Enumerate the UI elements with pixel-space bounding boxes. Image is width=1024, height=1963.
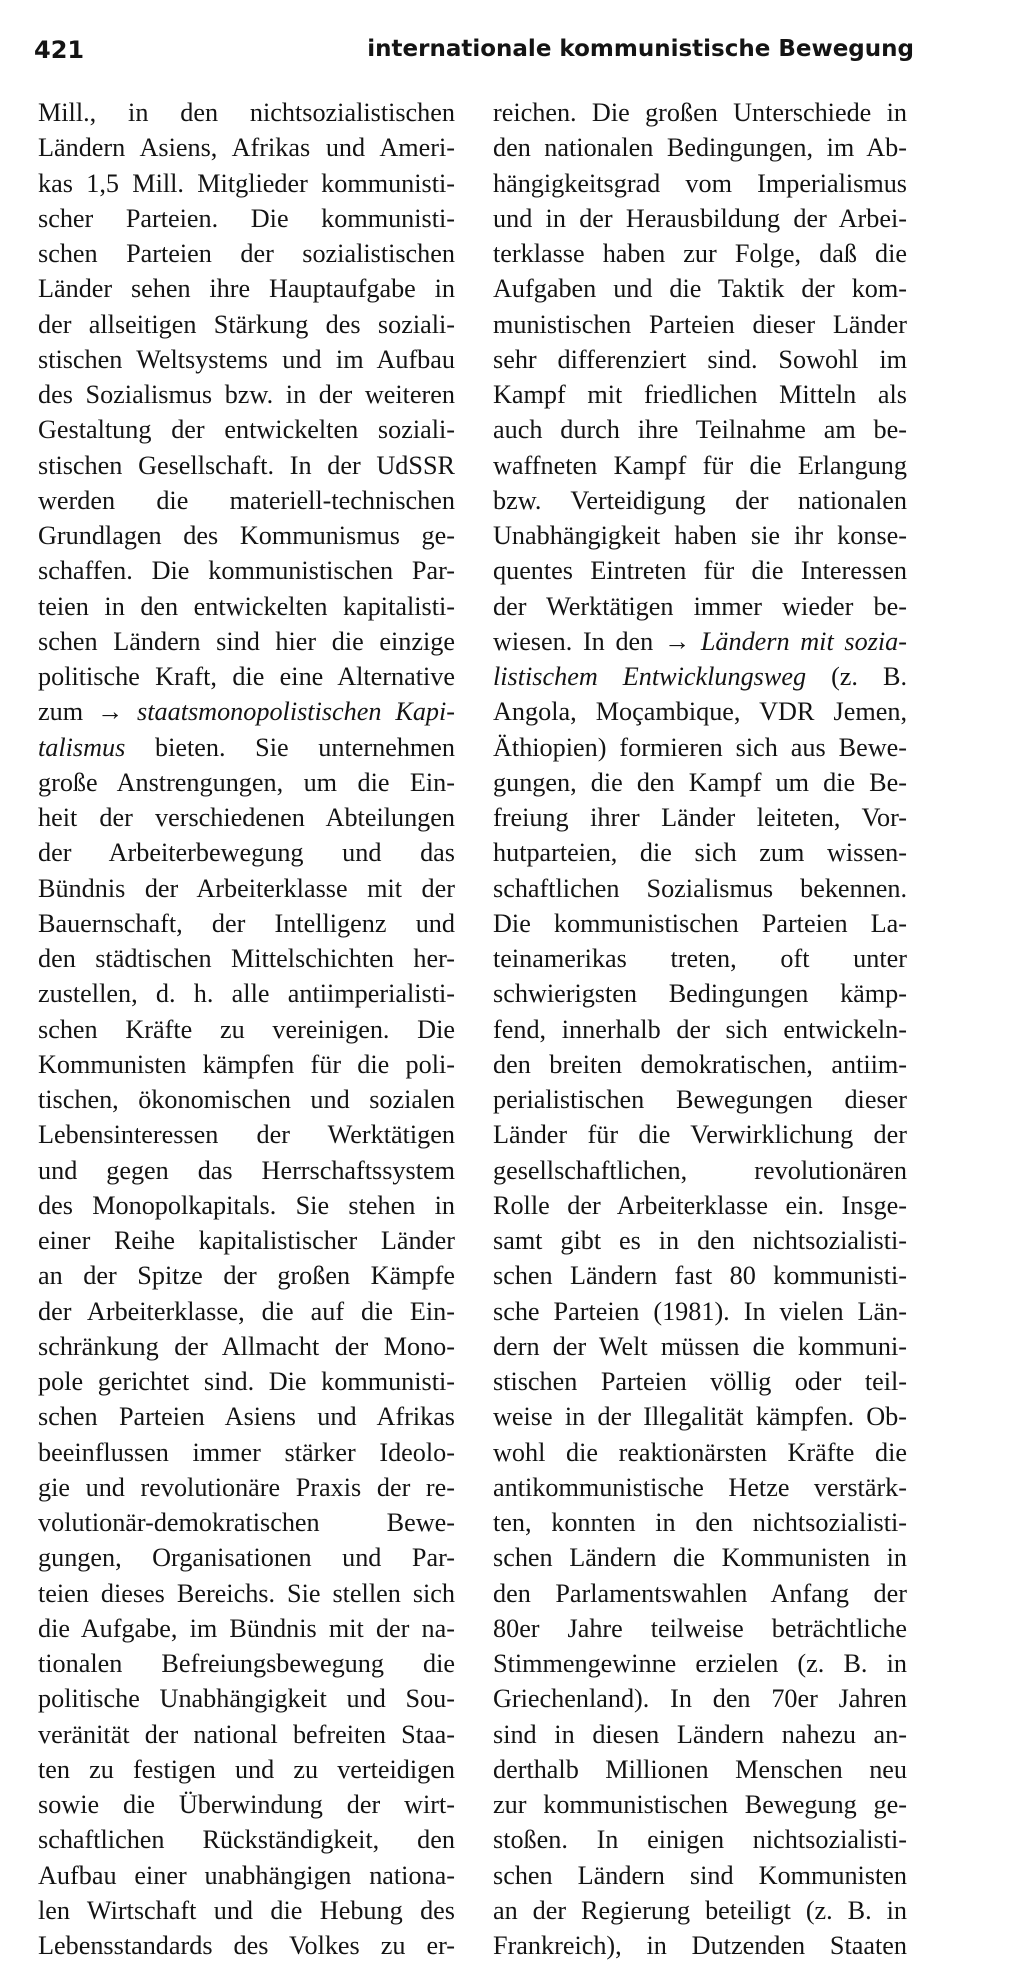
italic-term: Ländern mit sozia- bbox=[700, 626, 907, 656]
text-line bbox=[493, 271, 907, 306]
page-header bbox=[34, 36, 914, 76]
text-line bbox=[493, 765, 907, 800]
text-segment: samt gibt es in den nichtsozialisti- bbox=[493, 1226, 907, 1255]
italic-term: staatsmonopolistischen Kapi- bbox=[137, 697, 455, 727]
text-segment: zum → bbox=[38, 697, 138, 727]
text-line bbox=[493, 1470, 907, 1505]
text-line bbox=[493, 1258, 907, 1293]
text-segment: der Werktätigen immer wieder be- bbox=[493, 591, 907, 621]
text-line bbox=[38, 730, 455, 765]
text-segment: quentes Eintreten für die Interessen bbox=[493, 556, 907, 586]
text-line bbox=[493, 906, 907, 941]
text-line bbox=[38, 659, 455, 694]
text-line bbox=[493, 1082, 907, 1117]
text-line bbox=[38, 871, 455, 906]
text-line bbox=[38, 166, 455, 201]
text-line bbox=[38, 589, 455, 624]
text-line bbox=[38, 130, 455, 165]
text-segment: Angola, Moçambique, VDR Jemen, bbox=[493, 697, 907, 727]
text-line bbox=[493, 730, 907, 765]
italic-term: talismus bbox=[38, 732, 126, 762]
text-segment: (z. B. bbox=[806, 662, 907, 691]
text-line bbox=[38, 1611, 455, 1646]
text-segment: schaftlichen Rückständigkeit, den bbox=[38, 1825, 455, 1855]
text-line bbox=[38, 1646, 455, 1681]
text-line bbox=[38, 377, 455, 412]
text-line bbox=[493, 1787, 907, 1822]
text-segment: den Parlamentswahlen Anfang der bbox=[493, 1578, 907, 1608]
text-line bbox=[493, 518, 907, 553]
text-line bbox=[493, 1188, 907, 1223]
text-line bbox=[38, 1153, 455, 1188]
text-segment: Gestaltung der entwickelten soziali- bbox=[38, 415, 455, 445]
text-segment: schen Kräfte zu vereinigen. Die bbox=[38, 1014, 455, 1044]
text-segment: ten zu festigen und zu verteidigen bbox=[38, 1754, 455, 1784]
text-line bbox=[38, 1928, 455, 1963]
text-line bbox=[38, 976, 455, 1011]
text-line bbox=[38, 95, 455, 130]
text-line bbox=[493, 342, 907, 377]
text-segment: stischen Gesellschaft. In der UdSSR bbox=[38, 450, 455, 480]
text-segment: schaftlichen Sozialismus bekennen. bbox=[493, 873, 907, 903]
text-segment: bzw. Verteidigung der nationalen bbox=[493, 485, 907, 515]
text-segment: Ländern Asiens, Afrikas und Ameri- bbox=[38, 133, 455, 163]
text-line bbox=[38, 1822, 455, 1857]
text-line bbox=[493, 1399, 907, 1434]
text-line bbox=[493, 694, 907, 729]
text-segment: dern der Welt müssen die kommuni- bbox=[493, 1331, 907, 1361]
text-line bbox=[38, 201, 455, 236]
text-line bbox=[493, 624, 907, 659]
text-segment: Lebensinteressen der Werktätigen bbox=[38, 1120, 455, 1150]
text-segment: munistischen Parteien dieser Länder bbox=[493, 309, 907, 339]
text-segment: Länder für die Verwirklichung der bbox=[493, 1120, 907, 1150]
text-line bbox=[493, 1435, 907, 1470]
text-line bbox=[493, 307, 907, 342]
text-segment: wiesen. In den → bbox=[493, 626, 701, 656]
text-segment: stoßen. In einigen nichtsozialisti- bbox=[493, 1825, 907, 1855]
text-segment: hängigkeitsgrad vom Imperialismus bbox=[493, 168, 907, 198]
text-line bbox=[38, 483, 455, 518]
text-segment: hutparteien, die sich zum wissen- bbox=[493, 838, 907, 868]
text-segment: ten, konnten in den nichtsozialisti- bbox=[493, 1508, 907, 1537]
text-line bbox=[493, 1681, 907, 1716]
text-segment: Kommunisten kämpfen für die poli- bbox=[38, 1049, 455, 1079]
text-line bbox=[38, 518, 455, 553]
text-segment: schränkung der Allmacht der Mono- bbox=[38, 1331, 455, 1361]
text-segment: volutionär-demokratischen Bewe- bbox=[38, 1508, 455, 1537]
text-segment: der allseitigen Stärkung des soziali- bbox=[38, 309, 455, 339]
text-segment: pole gerichtet sind. Die kommunisti- bbox=[38, 1367, 455, 1396]
text-segment: Aufbau einer unabhängigen nationa- bbox=[38, 1860, 455, 1890]
text-line bbox=[38, 694, 455, 729]
text-segment: schaffen. Die kommunistischen Par- bbox=[38, 556, 455, 586]
text-line bbox=[493, 1505, 907, 1540]
text-line bbox=[493, 201, 907, 236]
text-line bbox=[38, 1540, 455, 1575]
text-line bbox=[38, 624, 455, 659]
text-segment: gungen, Organisationen und Par- bbox=[38, 1543, 455, 1573]
text-segment: teinamerikas treten, oft unter bbox=[493, 944, 907, 973]
text-segment: antikommunistische Hetze verstärk- bbox=[493, 1472, 907, 1502]
text-line bbox=[38, 1681, 455, 1716]
text-line bbox=[493, 1646, 907, 1681]
text-line bbox=[493, 1611, 907, 1646]
text-segment: freiung ihrer Länder leiteten, Vor- bbox=[493, 803, 907, 832]
text-line bbox=[38, 1258, 455, 1293]
text-line bbox=[493, 1364, 907, 1399]
text-line bbox=[38, 906, 455, 941]
text-segment: Mill., in den nichtsozialistischen bbox=[38, 98, 455, 127]
text-segment: Bündnis der Arbeiterklasse mit der bbox=[38, 873, 455, 903]
text-column-left bbox=[38, 95, 455, 1963]
text-line bbox=[493, 1576, 907, 1611]
text-segment: den breiten demokratischen, antiim- bbox=[493, 1049, 907, 1079]
text-line bbox=[493, 412, 907, 447]
text-segment: Äthiopien) formieren sich aus Bewe- bbox=[493, 732, 907, 762]
text-segment: fend, innerhalb der sich entwickeln- bbox=[493, 1014, 907, 1044]
text-line bbox=[493, 95, 907, 130]
text-line bbox=[493, 1329, 907, 1364]
text-line bbox=[493, 448, 907, 483]
text-segment: Länder sehen ihre Hauptaufgabe in bbox=[38, 274, 455, 304]
text-line bbox=[38, 1893, 455, 1928]
text-segment: einer Reihe kapitalistischer Länder bbox=[38, 1226, 455, 1255]
text-segment: Aufgaben und die Taktik der kom- bbox=[493, 274, 907, 304]
text-line bbox=[38, 412, 455, 447]
text-line bbox=[38, 1752, 455, 1787]
text-line bbox=[493, 377, 907, 412]
text-segment: gie und revolutionäre Praxis der re- bbox=[38, 1472, 455, 1502]
text-line bbox=[493, 1012, 907, 1047]
text-line bbox=[493, 483, 907, 518]
text-segment: perialistischen Bewegungen dieser bbox=[493, 1085, 907, 1114]
text-segment: schen Ländern sind hier die einzige bbox=[38, 626, 455, 656]
text-line bbox=[493, 1717, 907, 1752]
text-line bbox=[38, 307, 455, 342]
text-line bbox=[493, 1223, 907, 1258]
text-line bbox=[38, 835, 455, 870]
text-segment: den städtischen Mittelschichten her- bbox=[38, 944, 455, 973]
text-segment: beeinflussen immer stärker Ideolo- bbox=[38, 1437, 455, 1467]
text-segment: veränität der national befreiten Staa- bbox=[38, 1719, 455, 1749]
text-line bbox=[38, 765, 455, 800]
text-line bbox=[38, 1364, 455, 1399]
text-line bbox=[493, 1540, 907, 1575]
text-line bbox=[493, 871, 907, 906]
text-segment: der Arbeiterklasse, die auf die Ein- bbox=[38, 1296, 455, 1326]
text-line bbox=[493, 800, 907, 835]
text-segment: derthalb Millionen Menschen neu bbox=[493, 1754, 907, 1784]
text-segment: zur kommunistischen Bewegung ge- bbox=[493, 1790, 907, 1819]
text-line bbox=[38, 553, 455, 588]
text-line bbox=[38, 1787, 455, 1822]
text-segment: kas 1,5 Mill. Mitglieder kommunisti- bbox=[38, 168, 455, 198]
text-line bbox=[38, 800, 455, 835]
text-segment: sind in diesen Ländern nahezu an- bbox=[493, 1719, 907, 1749]
text-line bbox=[38, 448, 455, 483]
text-line bbox=[493, 166, 907, 201]
text-line bbox=[493, 835, 907, 870]
text-line bbox=[38, 1399, 455, 1434]
text-line bbox=[38, 1082, 455, 1117]
text-segment: und in der Herausbildung der Arbei- bbox=[493, 203, 907, 233]
text-segment: Kampf mit friedlichen Mitteln als bbox=[493, 380, 907, 409]
text-segment: große Anstrengungen, um die Ein- bbox=[38, 767, 455, 797]
text-line bbox=[38, 236, 455, 271]
text-segment: schen Ländern fast 80 kommunisti- bbox=[493, 1261, 907, 1291]
text-segment: scher Parteien. Die kommunisti- bbox=[38, 203, 455, 233]
text-line bbox=[38, 1717, 455, 1752]
text-segment: politische Unabhängigkeit und Sou- bbox=[38, 1684, 455, 1714]
text-line bbox=[38, 271, 455, 306]
text-segment: die Aufgabe, im Bündnis mit der na- bbox=[38, 1613, 455, 1643]
text-segment: tionalen Befreiungsbewegung die bbox=[38, 1649, 455, 1678]
text-line bbox=[493, 941, 907, 976]
text-segment: stischen Weltsystems und im Aufbau bbox=[38, 344, 455, 374]
text-segment: des Sozialismus bzw. in der weiteren bbox=[38, 380, 455, 409]
text-segment: reichen. Die großen Unterschiede in bbox=[493, 98, 907, 127]
text-line bbox=[38, 1435, 455, 1470]
text-segment: des Monopolkapitals. Sie stehen in bbox=[38, 1190, 455, 1220]
text-segment: Stimmengewinne erzielen (z. B. in bbox=[493, 1649, 907, 1678]
text-line bbox=[493, 1822, 907, 1857]
text-column-right bbox=[493, 95, 907, 1963]
text-segment: schwierigsten Bedingungen kämp- bbox=[493, 979, 907, 1009]
text-segment: bieten. Sie unternehmen bbox=[125, 732, 455, 762]
text-line bbox=[493, 659, 907, 694]
text-segment: Die kommunistischen Parteien La- bbox=[493, 908, 907, 938]
text-line bbox=[38, 1047, 455, 1082]
text-line bbox=[493, 130, 907, 165]
text-segment: terklasse haben zur Folge, daß die bbox=[493, 239, 907, 268]
text-segment: auch durch ihre Teilnahme am be- bbox=[493, 415, 907, 445]
text-line bbox=[493, 1858, 907, 1893]
text-line bbox=[493, 1294, 907, 1329]
text-segment: tischen, ökonomischen und sozialen bbox=[38, 1085, 455, 1114]
text-segment: Lebensstandards des Volkes zu er- bbox=[38, 1931, 455, 1960]
text-segment: schen Ländern die Kommunisten in bbox=[493, 1543, 907, 1573]
text-line bbox=[493, 1153, 907, 1188]
text-segment: heit der verschiedenen Abteilungen bbox=[38, 803, 455, 832]
text-segment: wohl die reaktionärsten Kräfte die bbox=[493, 1437, 907, 1467]
text-segment: an der Spitze der großen Kämpfe bbox=[38, 1261, 455, 1291]
text-segment: Frankreich), in Dutzenden Staaten bbox=[493, 1931, 907, 1960]
text-line bbox=[38, 1505, 455, 1540]
text-line bbox=[38, 1576, 455, 1611]
text-segment: len Wirtschaft und die Hebung des bbox=[38, 1895, 455, 1925]
text-segment: weise in der Illegalität kämpfen. Ob- bbox=[493, 1402, 907, 1432]
text-segment: schen Ländern sind Kommunisten bbox=[493, 1860, 907, 1890]
text-segment: Rolle der Arbeiterklasse ein. Insge- bbox=[493, 1190, 907, 1220]
text-line bbox=[493, 976, 907, 1011]
text-segment: Bauernschaft, der Intelligenz und bbox=[38, 908, 455, 938]
text-segment: stischen Parteien völlig oder teil- bbox=[493, 1367, 907, 1396]
text-segment: Griechenland). In den 70er Jahren bbox=[493, 1684, 907, 1714]
running-title: internationale kommunistische Bewegung bbox=[367, 36, 914, 62]
text-segment: gungen, die den Kampf um die Be- bbox=[493, 767, 907, 797]
text-segment: sowie die Überwindung der wirt- bbox=[38, 1790, 455, 1819]
text-line bbox=[493, 1117, 907, 1152]
text-line bbox=[493, 589, 907, 624]
text-segment: und gegen das Herrschaftssystem bbox=[38, 1155, 455, 1185]
text-segment: der Arbeiterbewegung und das bbox=[38, 838, 455, 868]
text-segment: werden die materiell-technischen bbox=[38, 485, 455, 515]
text-line bbox=[38, 1012, 455, 1047]
text-line bbox=[38, 1329, 455, 1364]
text-segment: teien in den entwickelten kapitalisti- bbox=[38, 591, 455, 621]
text-line bbox=[493, 553, 907, 588]
text-segment: waffneten Kampf für die Erlangung bbox=[493, 450, 907, 480]
text-segment: politische Kraft, die eine Alternative bbox=[38, 662, 455, 691]
text-line bbox=[38, 342, 455, 377]
text-segment: teien dieses Bereichs. Sie stellen sich bbox=[38, 1578, 455, 1608]
text-segment: zustellen, d. h. alle antiimperialisti- bbox=[38, 979, 455, 1009]
text-segment: Unabhängigkeit haben sie ihr konse- bbox=[493, 521, 907, 550]
text-line bbox=[38, 1188, 455, 1223]
text-segment: 80er Jahre teilweise beträchtliche bbox=[493, 1613, 907, 1643]
text-line bbox=[38, 1223, 455, 1258]
text-line bbox=[493, 1893, 907, 1928]
text-line bbox=[38, 1470, 455, 1505]
italic-term: listischem Entwicklungsweg bbox=[493, 662, 807, 691]
text-line bbox=[493, 1928, 907, 1963]
text-line bbox=[38, 1858, 455, 1893]
text-line bbox=[493, 1752, 907, 1787]
text-segment: sche Parteien (1981). In vielen Län- bbox=[493, 1296, 907, 1326]
text-segment: schen Parteien Asiens und Afrikas bbox=[38, 1402, 455, 1432]
text-line bbox=[38, 941, 455, 976]
text-segment: den nationalen Bedingungen, im Ab- bbox=[493, 133, 907, 163]
text-segment: sehr differenziert sind. Sowohl im bbox=[493, 344, 907, 374]
text-line bbox=[38, 1117, 455, 1152]
text-line bbox=[493, 1047, 907, 1082]
text-segment: schen Parteien der sozialistischen bbox=[38, 239, 455, 268]
page-number: 421 bbox=[34, 36, 85, 64]
text-segment: an der Regierung beteiligt (z. B. in bbox=[493, 1895, 907, 1925]
text-segment: Grundlagen des Kommunismus ge- bbox=[38, 521, 455, 550]
text-line bbox=[493, 236, 907, 271]
text-segment: gesellschaftlichen, revolutionären bbox=[493, 1155, 907, 1185]
text-line bbox=[38, 1294, 455, 1329]
